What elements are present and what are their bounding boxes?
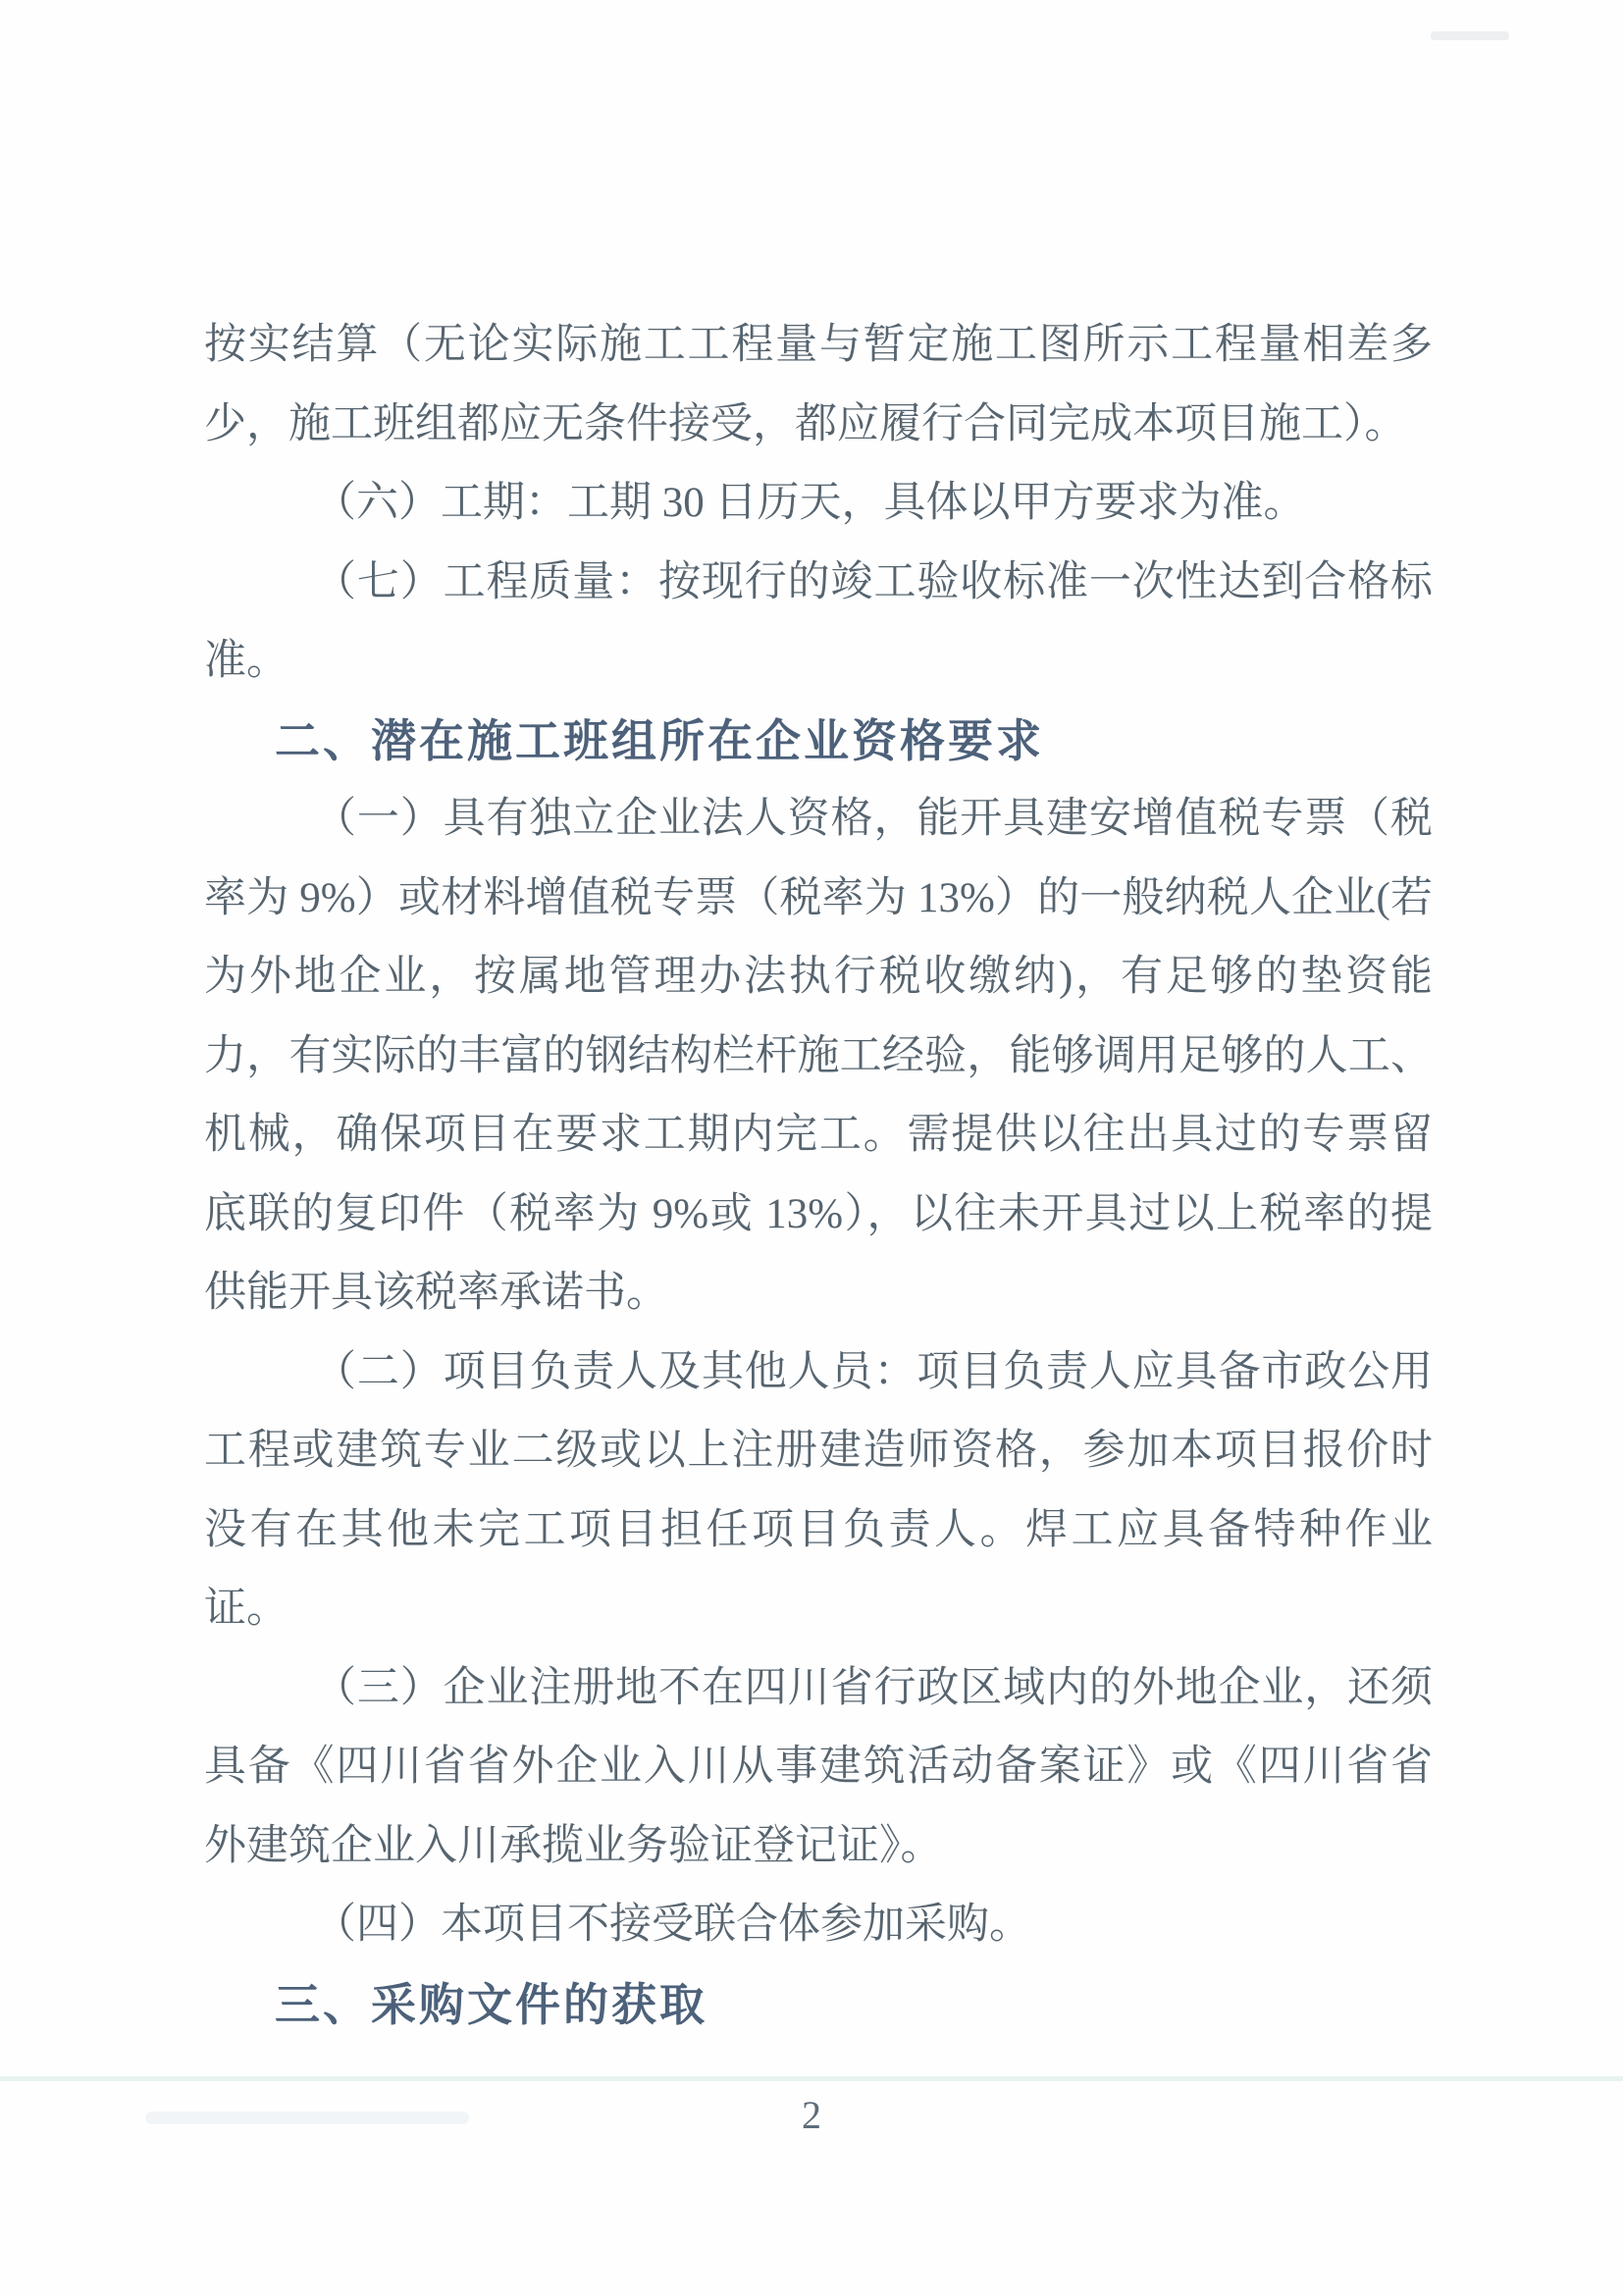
text-line: 证。 bbox=[204, 1586, 288, 1632]
text-line: 力，有实际的丰富的钢结构栏杆施工经验，能够调用足够的人工、 bbox=[204, 1032, 1433, 1079]
text-line: 工程或建筑专业二级或以上注册建造师资格，参加本项目报价时 bbox=[204, 1428, 1433, 1474]
scan-artifact-line bbox=[0, 2076, 1623, 2081]
page-number: 2 bbox=[802, 2093, 821, 2137]
text-line: 准。 bbox=[204, 638, 288, 684]
text-line: 没有在其他未完工项目担任项目负责人。焊工应具备特种作业 bbox=[204, 1506, 1433, 1553]
scan-artifact-smudge-top bbox=[1431, 31, 1509, 40]
text-line: 按实结算（无论实际施工工程量与暂定施工图所示工程量相差多 bbox=[204, 322, 1433, 368]
text-line: 底联的复印件（税率为 9%或 13%），以往未开具过以上税率的提 bbox=[204, 1190, 1433, 1237]
text-line: 机械，确保项目在要求工期内完工。需提供以往出具过的专票留 bbox=[204, 1112, 1433, 1158]
text-line-clause-4: （四）本项目不接受联合体参加采购。 bbox=[314, 1902, 1031, 1948]
text-line: 供能开具该税率承诺书。 bbox=[204, 1270, 668, 1316]
text-line-clause-2: （二）项目负责人及其他人员：项目负责人应具备市政公用 bbox=[314, 1348, 1433, 1395]
text-line-clause-7: （七）工程质量：按现行的竣工验收标准一次性达到合格标 bbox=[314, 558, 1433, 605]
text-line-clause-1: （一）具有独立企业法人资格，能开具建安增值税专票（税 bbox=[314, 796, 1433, 842]
text-line: 具备《四川省省外企业入川从事建筑活动备案证》或《四川省省 bbox=[204, 1744, 1433, 1790]
text-line-clause-6: （六）工期：工期 30 日历天，具体以甲方要求为准。 bbox=[314, 480, 1306, 526]
section-heading-qualifications: 二、潜在施工班组所在企业资格要求 bbox=[275, 714, 1044, 766]
text-line-clause-3: （三）企业注册地不在四川省行政区域内的外地企业，还须 bbox=[314, 1664, 1433, 1711]
document-body bbox=[204, 306, 1433, 2044]
text-line: 外建筑企业入川承揽业务验证登记证》。 bbox=[204, 1822, 943, 1869]
text-line: 率为 9%）或材料增值税专票（税率为 13%）的一般纳税人企业(若 bbox=[204, 874, 1433, 921]
text-line: 为外地企业，按属地管理办法执行税收缴纳)，有足够的垫资能 bbox=[204, 954, 1433, 1000]
section-heading-document-acquisition: 三、采购文件的获取 bbox=[275, 1978, 707, 2030]
text-line: 少，施工班组都应无条件接受，都应履行合同完成本项目施工）。 bbox=[204, 400, 1407, 447]
